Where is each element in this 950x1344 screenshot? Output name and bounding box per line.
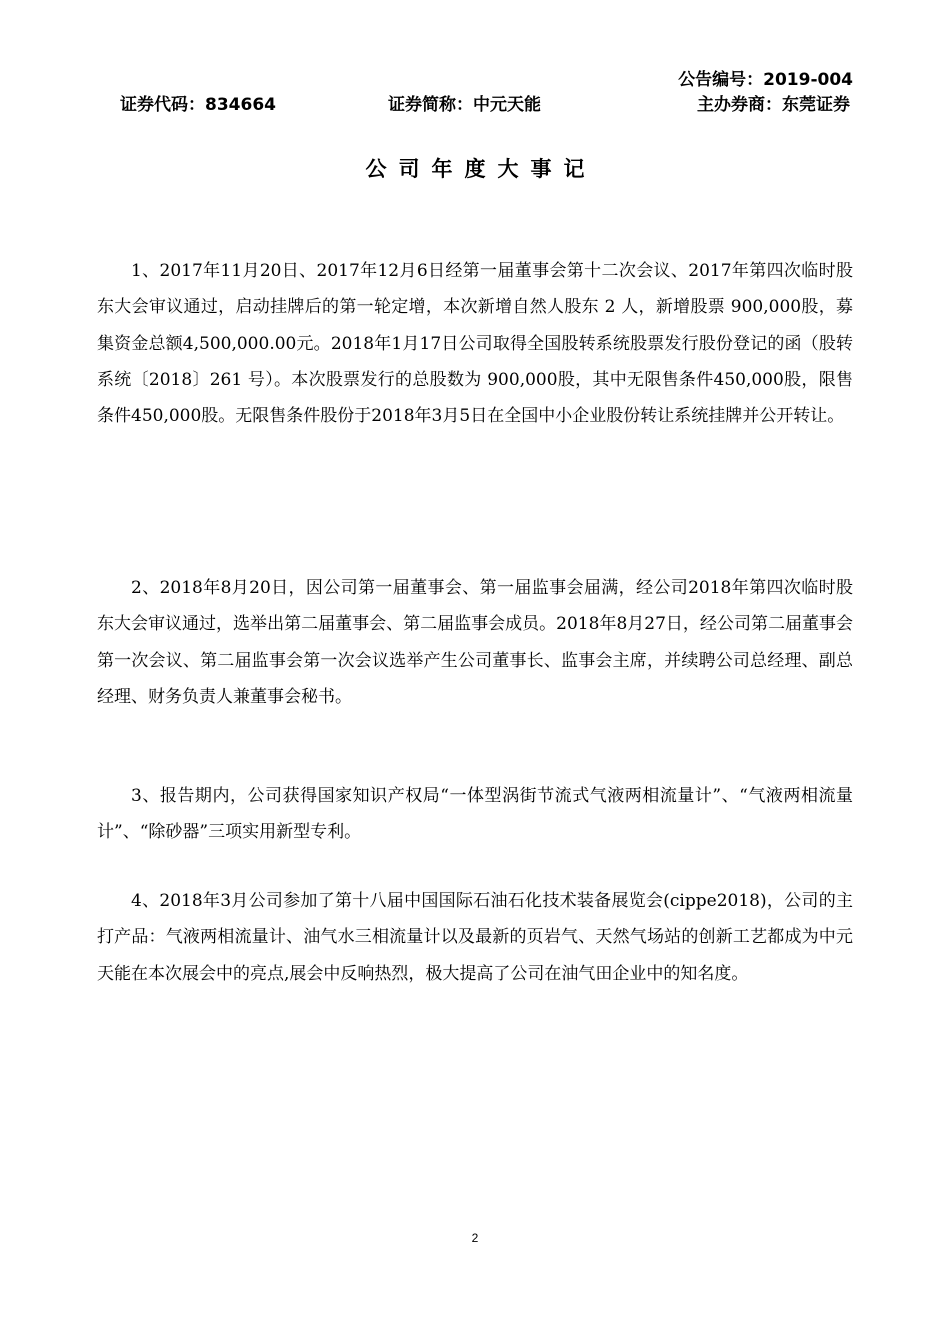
event-paragraph-3: 3、报告期内，公司获得国家知识产权局“一体型涡街节流式气液两相流量计”、“气液两相流量计”、“除砂器”三项实用新型专利。 [97, 786, 853, 843]
page-title: 公司年度大事记 [365, 157, 597, 181]
security-short-name: 证券简称：中元天能 [388, 95, 541, 115]
event-paragraph-2: 2、2018年8月20日，因公司第一届董事会、第一届监事会届满，经公司2018年第四次临时股东大会审议通过，选举出第二届董事会、第二届监事会成员。2018年8月27日，经公司第二届董事会第一次会议、第二届监事会第一次会议选举产生公司董事长、监事会主席，并续聘公司总经理、副总经理、财务负责人兼董事会秘书。 [97, 578, 853, 707]
sponsor-broker: 主办券商：东莞证券 [697, 95, 850, 115]
security-code: 证券代码：834664 [120, 95, 276, 115]
page-number: 2 [471, 1231, 479, 1245]
event-paragraph-4: 4、2018年3月公司参加了第十八届中国国际石油石化技术装备展览会(cippe2018)，公司的主打产品：气液两相流量计、油气水三相流量计以及最新的页岩气、天然气场站的创新工艺都成为中元天能在本次展会中的亮点,展会中反响热烈，极大提高了公司在油气田企业中的知名度。 [97, 891, 853, 984]
announcement-number: 公告编号：2019-004 [678, 70, 853, 90]
event-paragraph-1: 1、2017年11月20日、2017年12月6日经第一届董事会第十二次会议、2017年第四次临时股东大会审议通过，启动挂牌后的第一轮定增，本次新增自然人股东 2 人，新增股票 900,000股，募集资金总额4,500,000.00元。2018年1月17日公司取得全国股转系统股票发行股份登记的函（股转系统〔2018〕261 号）。本次股票发行的总股数为 900,000股，其中无限售条件450,000股，限售条件450,000股。无限售条件股份于2018年3月5日在全国中小企业股份转让系统挂牌并公开转让。 [97, 261, 853, 427]
